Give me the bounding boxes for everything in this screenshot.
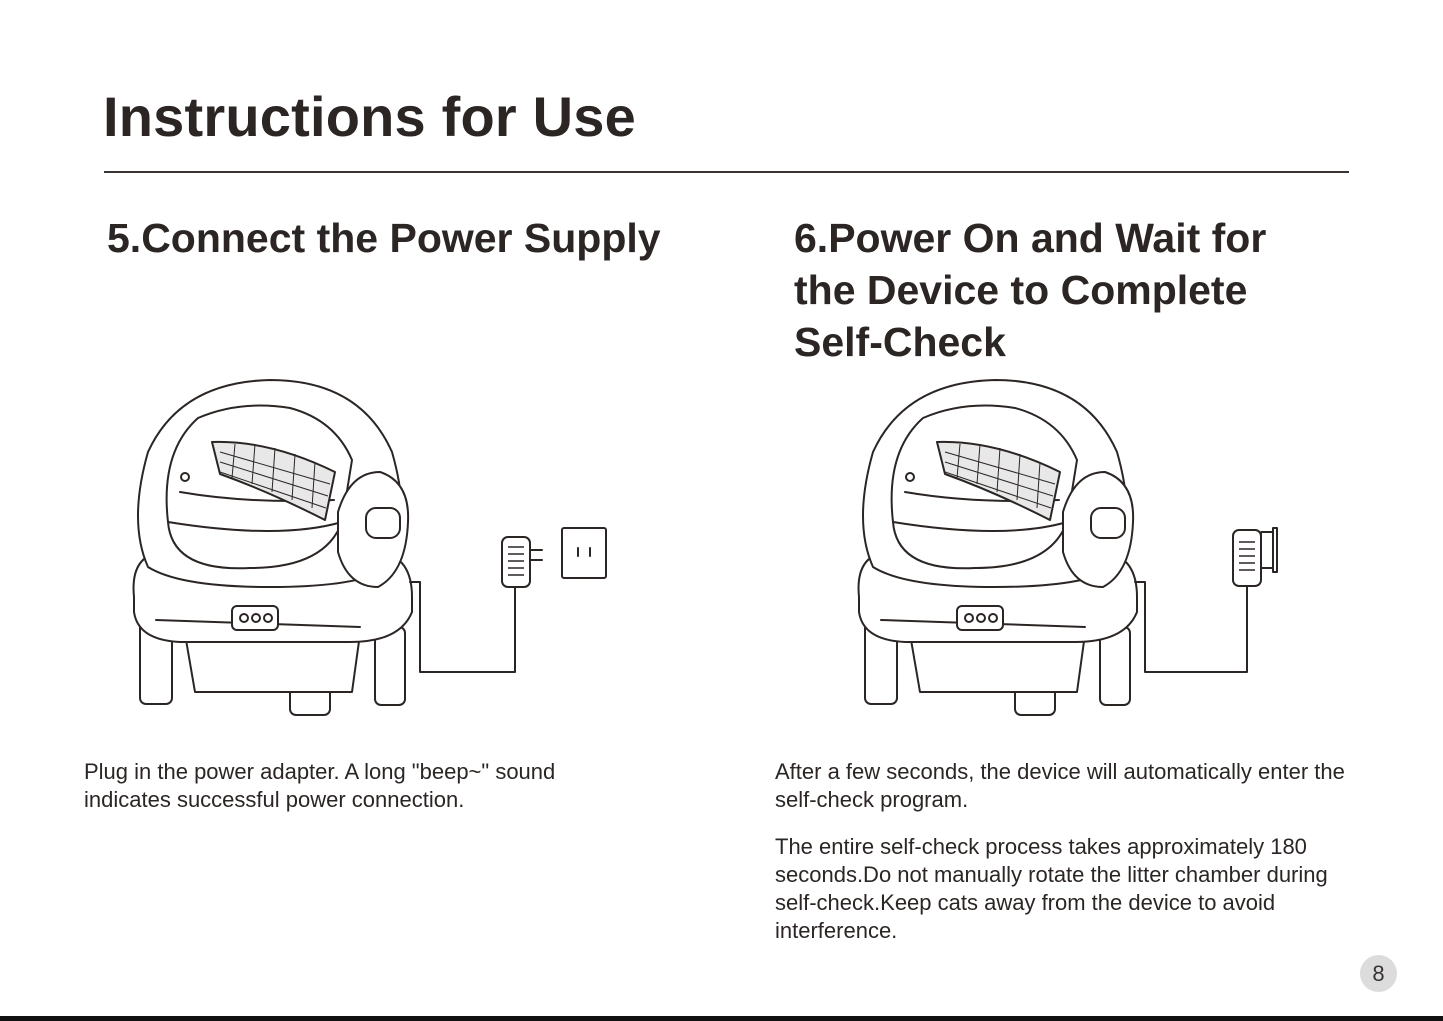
section-6-paragraph-2: The entire self-check process takes approximately 180 seconds.Do not manually rotate the litter chamber during self-check.Keep cats away from the device to avoid interference. [775, 834, 1328, 943]
page-bottom-edge [0, 1016, 1443, 1021]
litter-box-with-adapter-and-wall-socket-icon [120, 372, 620, 722]
section-6-paragraph-1: After a few seconds, the device will automatically enter the self-check program. [775, 759, 1345, 812]
section-5-paragraph: Plug in the power adapter. A long "beep~" sound indicates successful power connection. [84, 759, 556, 812]
title-divider [104, 171, 1349, 173]
section-5-heading: 5.Connect the Power Supply [107, 215, 661, 261]
page-title: Instructions for Use [103, 85, 636, 148]
page-number: 8 [1360, 955, 1397, 992]
section-6-heading: 6.Power On and Wait for the Device to Complete Self-Check [794, 215, 1267, 365]
litter-box-with-adapter-plugged-in-icon [845, 372, 1295, 722]
